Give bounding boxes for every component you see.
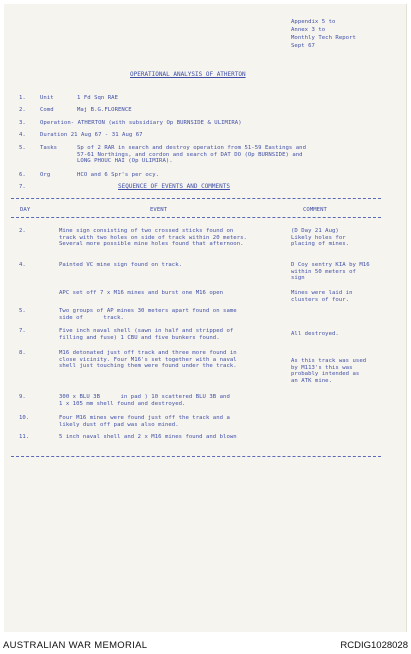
field-3-num: 3.: [19, 120, 26, 126]
column-day: DAY: [20, 207, 31, 213]
row-8-event: Four M16 mines were found just off the track and a likely dust off pad was also mined.: [59, 415, 230, 428]
page-title: OPERATIONAL ANALYSIS OF ATHERTON: [130, 71, 246, 78]
row-7-event: 300 x BLU 3B in pad ) 10 scattered BLU 3B and 1 x 105 mm shell found and destroyed.: [59, 394, 230, 407]
row-1-comment: (D Day 21 Aug) Likely holes for placing of mines.: [291, 228, 350, 248]
column-event: EVENT: [150, 207, 168, 213]
row-9-day: 11.: [19, 434, 30, 440]
row-6-event: M16 detonated just off track and three more found in close vicinity. Four M16's set together with a naval shell just touching them were found under the track.: [59, 350, 237, 370]
field-5-num: 5.: [19, 145, 26, 151]
row-9-event: 5 inch naval shell and 2 x M16 mines found and blown: [59, 434, 237, 440]
header-rule-bottom: [11, 217, 381, 218]
appendix-line-3: Monthly Tech Report: [291, 35, 356, 41]
row-2-comment: D Coy sentry KIA by M16 within 50 meters of sign: [291, 262, 370, 282]
footer-document-id: RCDIG1028028: [340, 640, 408, 651]
row-2-event: Painted VC mine sign found on track.: [59, 262, 183, 268]
table-bottom-rule: [11, 456, 381, 457]
row-5-day: 7.: [19, 328, 26, 334]
row-4-day: 5.: [19, 308, 26, 314]
field-4-num: 4.: [19, 132, 26, 138]
field-6-value: HCO and 6 Spr's per ocy.: [77, 172, 160, 178]
row-1-day: 2.: [19, 228, 26, 234]
field-2-num: 2.: [19, 107, 26, 113]
row-6-comment: As this track was used by M113's this was probably intended as an ATK mine.: [291, 358, 367, 384]
appendix-line-4: Sept 67: [291, 43, 315, 49]
field-3-value: Operation- ATHERTON (with subsidiary Op BURNSIDE & ULIMIRA): [40, 120, 242, 126]
row-4-event: Two groups of AP mines 30 meters apart found on same side of track.: [59, 308, 237, 321]
row-3-event: APC set off 7 x M16 mines and burst one M16 open: [59, 290, 224, 296]
footer-institution: AUSTRALIAN WAR MEMORIAL: [3, 640, 148, 651]
field-1-num: 1.: [19, 95, 26, 101]
field-1-value: 1 Fd Sqn RAE: [77, 95, 119, 101]
row-5-event: Five inch naval shell (sawn in half and stripped of filling and fuse) 1 CBU and five bunkers found.: [59, 328, 234, 341]
row-2-day: 4.: [19, 262, 26, 268]
row-1-event: Mine sign consisting of two crossed sticks found on track with two holes on side of track within 20 meters. Several more possible mine holes found that afternoon.: [59, 228, 247, 248]
row-7-day: 9.: [19, 394, 26, 400]
appendix-line-2: Annex 3 to: [291, 27, 326, 33]
field-2-value: Maj B.G.FLORENCE: [77, 107, 132, 113]
field-6-label: Org: [40, 172, 51, 178]
field-1-label: Unit: [40, 95, 54, 101]
row-3-comment: Mines were laid in clusters of four.: [291, 290, 353, 303]
header-rule-top: [11, 198, 381, 199]
appendix-line-1: Appendix 5 to: [291, 19, 336, 25]
row-8-day: 10.: [19, 415, 30, 421]
field-5-label: Tasks: [40, 145, 58, 151]
sequence-heading: SEQUENCE OF EVENTS AND COMMENTS: [118, 183, 230, 190]
field-6-num: 6.: [19, 172, 26, 178]
field-7-num: 7.: [19, 184, 26, 190]
archive-footer: [0, 637, 411, 654]
field-5-value: Sp of 2 RAR in search and destroy operation from 51-59 Eastings and 57-61 Northings, and cordon and search of DAT DO (Op BURNSIDE) and LONG PHOUC HAI (Op ULIMIRA).: [77, 145, 306, 165]
row-5-comment: All destroyed.: [291, 331, 339, 337]
field-4-value: Duration 21 Aug 67 - 31 Aug 67: [40, 132, 143, 138]
column-comment: COMMENT: [303, 207, 327, 213]
row-6-day: 8.: [19, 350, 26, 356]
field-2-label: Comd: [40, 107, 54, 113]
